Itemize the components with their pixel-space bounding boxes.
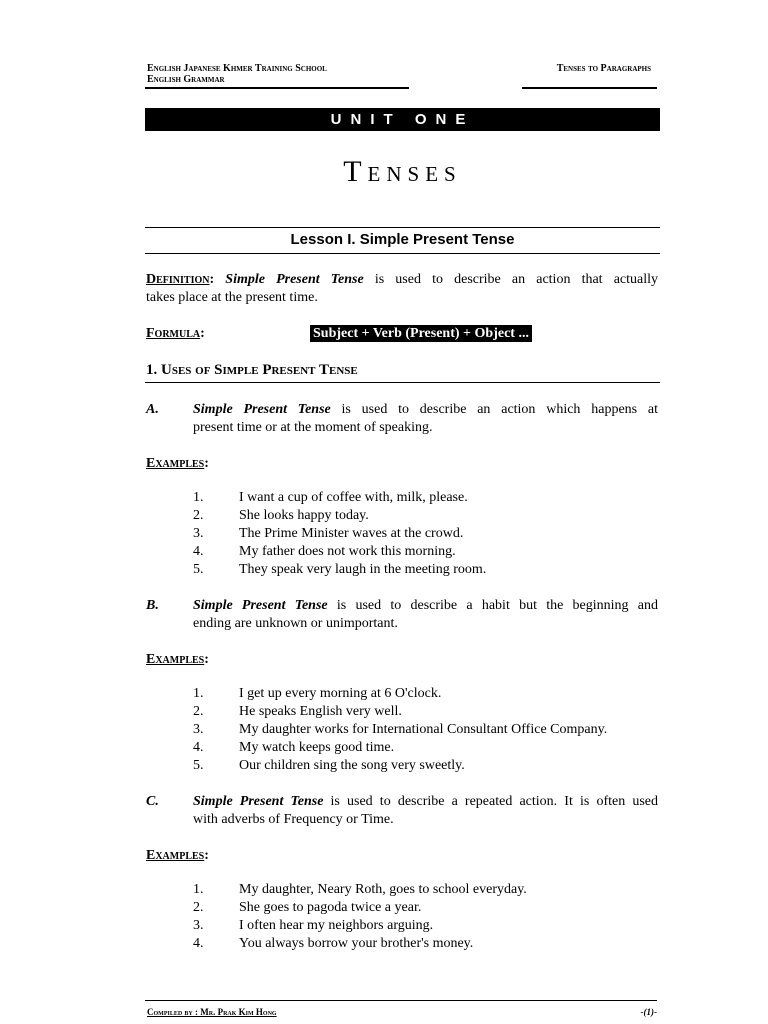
- definition-term: Simple Present Tense: [225, 272, 364, 287]
- example-item: She goes to pagoda twice a year.: [239, 900, 422, 915]
- use-a-line-2: present time or at the moment of speaking.: [193, 420, 433, 435]
- example-item: I want a cup of coffee with, milk, please.: [239, 490, 468, 505]
- example-item: My father does not work this morning.: [239, 544, 456, 559]
- example-item: My daughter, Neary Roth, goes to school everyday.: [239, 882, 527, 897]
- use-a-term: Simple Present Tense: [193, 402, 331, 417]
- header-rule-right: [522, 87, 657, 89]
- formula-label: Formula: [146, 326, 201, 341]
- lesson-rule-top: [145, 227, 660, 228]
- example-number: 1.: [193, 882, 204, 897]
- page-title: Tenses: [343, 155, 462, 188]
- formula-text: Subject + Verb (Present) + Object ...: [310, 325, 532, 342]
- example-item: I often hear my neighbors arguing.: [239, 918, 434, 933]
- definition-line-2: takes place at the present time.: [146, 290, 318, 305]
- example-item: My watch keeps good time.: [239, 740, 395, 755]
- definition-label: Definition: [146, 272, 210, 287]
- example-item: They speak very laugh in the meeting room.: [239, 562, 487, 577]
- example-number: 2.: [193, 508, 204, 523]
- example-number: 5.: [193, 562, 204, 577]
- formula-row: Formula:: [146, 326, 205, 341]
- header-subject: English Grammar: [147, 74, 225, 85]
- examples-a-label: Examples:: [146, 456, 209, 471]
- use-b-line-2: ending are unknown or unimportant.: [193, 616, 398, 631]
- section-rule: [145, 382, 660, 383]
- example-number: 3.: [193, 918, 204, 933]
- example-item: I get up every morning at 6 O'clock.: [239, 686, 442, 701]
- use-c-line-2: with adverbs of Frequency or Time.: [193, 812, 394, 827]
- example-number: 4.: [193, 740, 204, 755]
- definition-line-1: Definition: Simple Present Tense is used to describe an action that actually: [146, 272, 659, 287]
- header-book-title: Tenses to Paragraphs: [556, 63, 651, 74]
- example-number: 1.: [193, 686, 204, 701]
- examples-b-label: Examples:: [146, 652, 209, 667]
- use-c-term: Simple Present Tense: [193, 794, 324, 809]
- example-number: 3.: [193, 526, 204, 541]
- use-b-term: Simple Present Tense: [193, 598, 328, 613]
- example-number: 2.: [193, 900, 204, 915]
- lesson-title: Lesson I. Simple Present Tense: [290, 231, 515, 248]
- lesson-rule-bottom: [145, 253, 660, 254]
- examples-c-label: Examples:: [146, 848, 209, 863]
- section-heading: 1. Uses of Simple Present Tense: [146, 362, 358, 378]
- header-rule-left: [145, 87, 409, 89]
- header-school: English Japanese Khmer Training School: [147, 63, 327, 74]
- use-b-line-1: Simple Present Tense is used to describe a habit but the beginning and: [193, 598, 658, 613]
- use-a-letter: A.: [146, 402, 159, 417]
- use-c-line-1: Simple Present Tense is used to describe a repeated action. It is often used: [193, 794, 658, 809]
- example-item: You always borrow your brother's money.: [239, 936, 474, 951]
- example-number: 4.: [193, 544, 204, 559]
- footer-page-number: -(1)-: [640, 1007, 657, 1017]
- example-number: 4.: [193, 936, 204, 951]
- example-item: She looks happy today.: [239, 508, 369, 523]
- definition-text: is used to describe an action that actually: [374, 272, 659, 287]
- example-number: 1.: [193, 490, 204, 505]
- example-item: My daughter works for International Consultant Office Company.: [239, 722, 608, 737]
- use-c-letter: C.: [146, 794, 159, 809]
- unit-banner: UNIT ONE: [145, 108, 660, 131]
- example-number: 2.: [193, 704, 204, 719]
- example-number: 5.: [193, 758, 204, 773]
- use-b-letter: B.: [146, 598, 159, 613]
- example-item: The Prime Minister waves at the crowd.: [239, 526, 464, 541]
- use-a-line-1: Simple Present Tense is used to describe an action which happens at: [193, 402, 658, 417]
- example-number: 3.: [193, 722, 204, 737]
- footer-rule: [145, 1000, 657, 1001]
- footer-compiled-by: Compiled by : Mr. Prak Kim Hong: [147, 1007, 277, 1017]
- example-item: Our children sing the song very sweetly.: [239, 758, 465, 773]
- example-item: He speaks English very well.: [239, 704, 402, 719]
